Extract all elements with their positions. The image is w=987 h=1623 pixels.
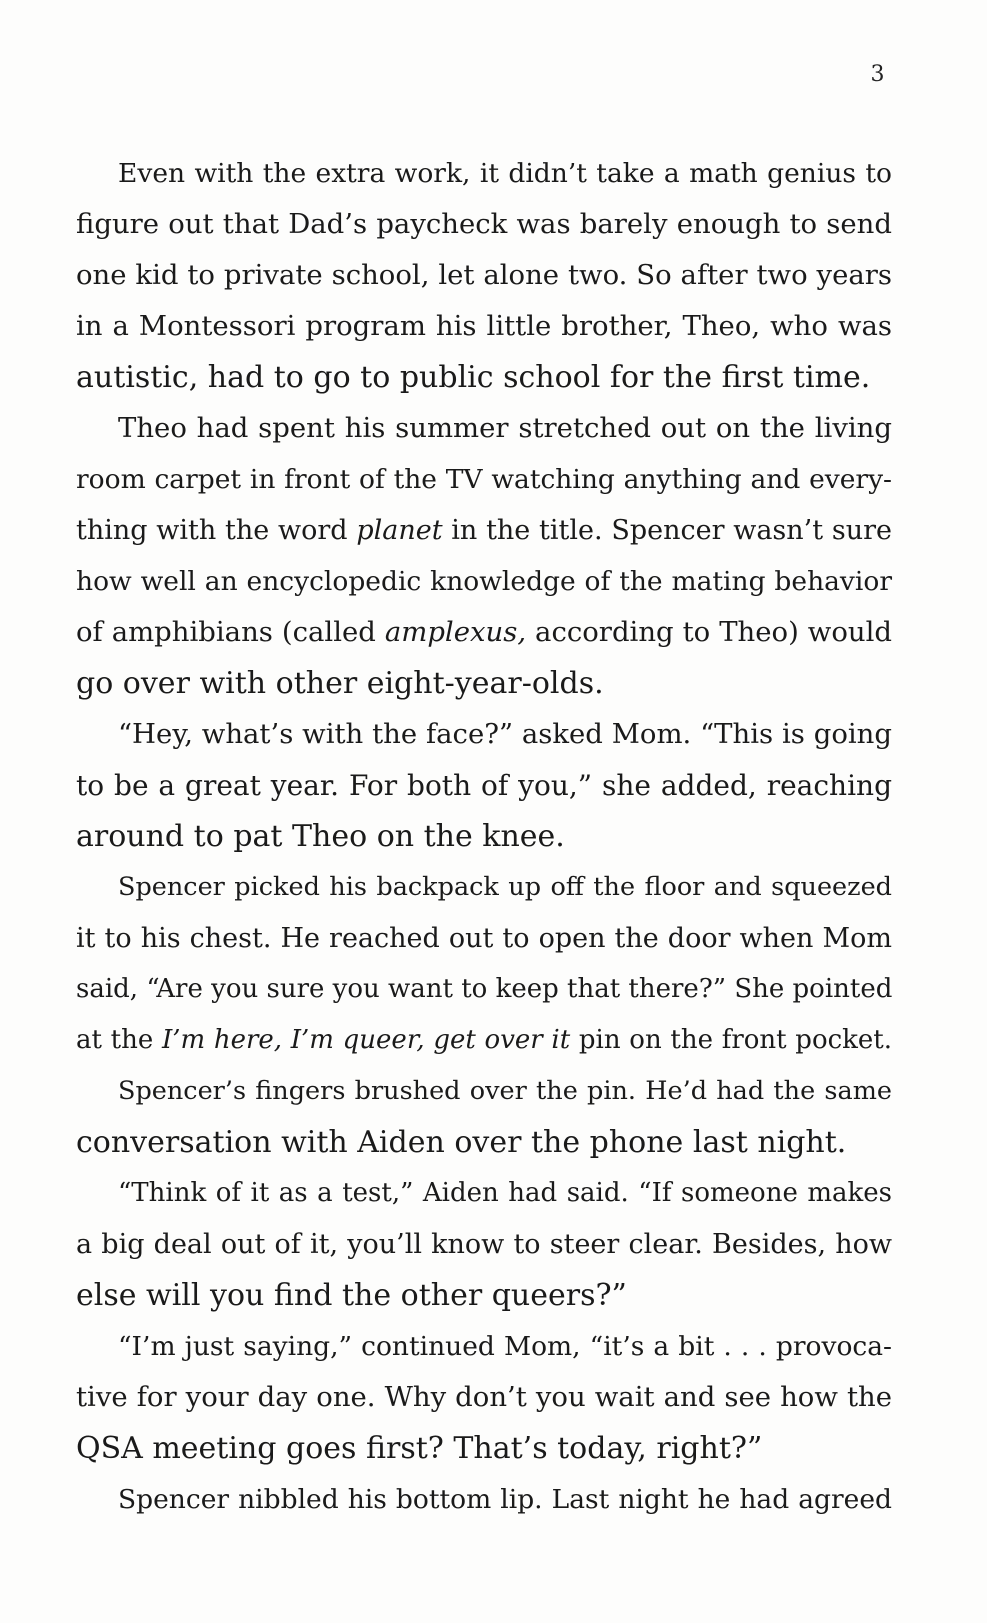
italic-text: amplexus, [384, 616, 527, 648]
text-line: autistic, had to go to public school for the first time. [76, 360, 871, 395]
text-segment: at the [76, 1025, 162, 1055]
text-line: it to his chest. He reached out to open the door when Mom [76, 923, 892, 954]
text-line: else will you find the other queers?” [76, 1278, 627, 1313]
text-line: how well an encyclopedic knowledge of the mating behavior [76, 566, 892, 597]
body-text [76, 148, 892, 1525]
text-line: Theo had spent his summer stretched out on the living [118, 412, 892, 444]
text-line: “Think of it as a test,” Aiden had said. “If someone makes [118, 1178, 892, 1208]
text-line [76, 607, 892, 658]
text-line: one kid to private school, let alone two. So after two years [76, 259, 892, 291]
text-line: room carpet in front of the TV watching anything and every- [76, 464, 892, 495]
text-line: go over with other eight-year-olds. [76, 666, 604, 701]
italic-text: I’m here, I’m queer, get over it [161, 1025, 571, 1055]
text-line: Spencer’s fingers brushed over the pin. He’d had the same [118, 1076, 892, 1106]
text-line: conversation with Aiden over the phone last night. [76, 1125, 847, 1160]
text-line: said, “Are you sure you want to keep that there?” She pointed [76, 974, 893, 1004]
text-segment: thing with the word [76, 515, 357, 546]
text-line: around to pat Theo on the knee. [76, 819, 565, 854]
text-line: a big deal out of it, you’ll know to steer clear. Besides, how [76, 1229, 892, 1260]
text-line: figure out that Dad’s paycheck was barely enough to send [76, 208, 892, 240]
text-segment: in the title. Spencer wasn’t sure [442, 515, 892, 546]
text-line: in a Montessori program his little brother, Theo, who was [76, 310, 892, 342]
text-segment: pin on the front pocket. [570, 1025, 893, 1055]
text-segment: of amphibians (called [76, 616, 385, 648]
text-line: Even with the extra work, it didn’t take a math genius to [118, 158, 892, 189]
page-number: 3 [870, 62, 885, 87]
text-line: QSA meeting goes first? That’s today, right?” [76, 1431, 763, 1466]
text-line: “Hey, what’s with the face?” asked Mom. “This is going [118, 718, 892, 750]
text-line: “I’m just saying,” continued Mom, “it’s a bit . . . provoca- [118, 1331, 892, 1362]
text-line: to be a great year. For both of you,” she added, reaching [76, 769, 892, 802]
text-segment: according to Theo) would [526, 616, 892, 648]
text-line [76, 505, 892, 556]
text-line: tive for your day one. Why don’t you wait and see how the [76, 1381, 892, 1413]
italic-text: planet [356, 515, 443, 546]
text-line: Spencer picked his backpack up off the floor and squeezed [118, 872, 892, 902]
text-line [76, 1015, 892, 1066]
text-line: Spencer nibbled his bottom lip. Last night he had agreed [118, 1484, 892, 1515]
